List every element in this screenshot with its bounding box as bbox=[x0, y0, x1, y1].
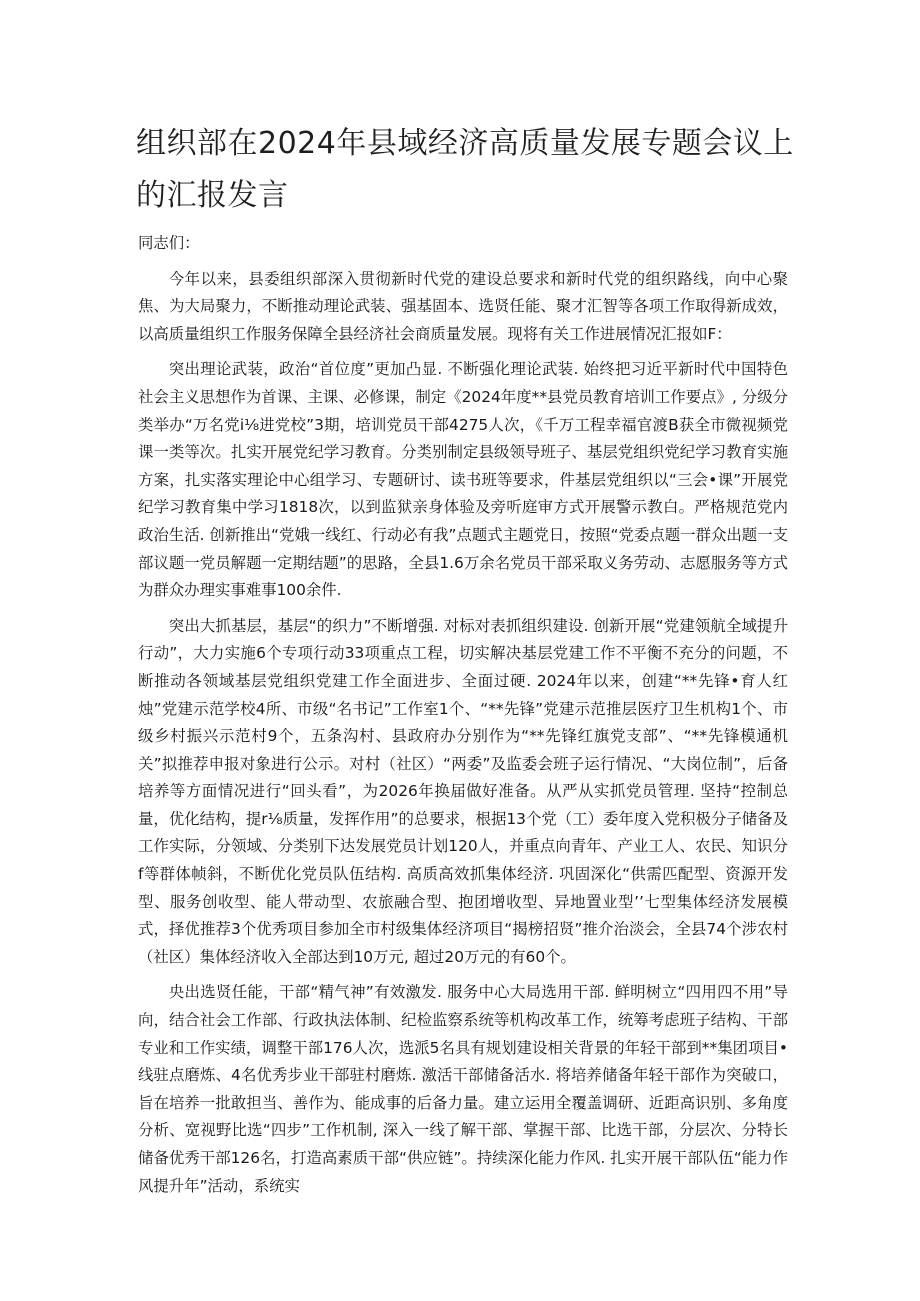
paragraph-intro: 今年以来，县委组织部深入贯彻新时代党的建设总要求和新时代党的组织路线，向中心聚焦、为大局聚力，不断推动理论武装、强基固本、选贤任能、聚才汇智等各项工作取得新成效，以高质量组织工作服务保障全县经济社会商质量发展。现将有关工作进展情况汇报如F： bbox=[138, 269, 788, 343]
paragraph-theory: 突出理论武装，政治“首位度”更加凸显. 不断强化理论武装. 始终把习近平新时代中国特色社会主义思想作为首课、主课、必修课，制定《2024年度**县党员教育培训工作要点》, 分级分类举办“万名党i⅛进党校”3期，培训党员干部4275人次，《千万工程幸福官渡B获全市微视频党课一类等次。扎实开展党纪学习教育。分类别制定县级领导班子、基层党组织党纪学习教育实施方案，扎实落实理论中心组学习、专题研讨、读书班等要求，件基层党组织以“三会•课”开展党纪学习教育集中学习1818次，以到监狱亲身体验及旁听庭审方式开展警示教白。严格规范党内政治生活. 创新推出“党娥一线红、行动必有我”点题式主题党日，按照“党委点题一群众出题一支部议题一党员解题一定期结题”的思路，全县1.6万余名党员干部采取义务劳动、志愿服务等方式为群众办理实事难事100余件. bbox=[138, 360, 788, 600]
document-title: 组织部在2024年县域经济高质量发展专题会议上的汇报发言 bbox=[136, 126, 794, 213]
document-body bbox=[138, 230, 788, 1208]
paragraph-grassroots: 突出大抓基层，基层“的织力”不断增强. 对标对表抓组织建设. 创新开展“党建领航全域提升行动”，大力实施6个专项行动33项重点工程，切实解决基层党建工作不平衡不充分的问题，不断推动各领域基层党组织党建工作全面进步、全面过硬. 2024年以来，创建“**先锋•育人红烛”党建示范学校4所、市级“名书记”工作室1个、“**先锋”党建示范推层医疗卫生机构1个、市级乡村振兴示范村9个，五条沟村、县政府办分别作为“**先锋红旗党支部”、“**先锋模通机关”拟推荐申报对象进行公示。对村（社区）“两委”及监委会班子运行情况、“大岗位制”，后备培养等方面情况进行“回头看”，为2026年换届做好准备。从严从实抓党员管理. 坚持“控制总量，优化结构，提r⅛质量，发挥作用”的总要求，根据13个党（工）委年度入党积极分子储备及工作实际，分领域、分类别下达发展党员计划120人，并重点向青年、产业工人、农民、知识分f等群体帧斜，不断优化党员队伍结构. 高质高效抓集体经济. 巩固深化“供需匹配型、资源开发型、服务创收型、能人带动型、农旅融合型、抱团增收型、异地置业型’’七型集体经济发展模式，择优推荐3个优秀项目参加全市村级集体经济项目“揭榜招贤”推介治淡会，全县74个涉农村（社区）集体经济收入全部达到10万元, 超过20万元的有60个。 bbox=[138, 616, 788, 966]
greeting: 同志们： bbox=[138, 234, 200, 252]
paragraph-cadres: 央出选贤任能，干部“精气神”有效激发. 服务中心大局选用干部. 鲜明树立“四用四不用”导向，结合社会工作部、行政执法体制、纪检监察系统等机构改革工作，统筹考虑班子结构、干部专业和工作实绩，调整干部176人次，选派5名具有规划建设相关背景的年轻干部到**集团项目•线驻点磨炼、4名优秀步业干部驻村磨炼. 激活干部储备活水. 将培养储备年轻干部作为突破口，旨在培养一批敢担当、善作为、能成事的后备力量。建立运用全覆盖调研、近距高识别、多角度分析、宽视野比选“四步”工作机制, 深入一线了解干部、掌握干部、比选干部，分层次、分特长储备优秀干部126名，打造高素质干部“供应链”。持续深化能力作风. 扎实开展干部队伍“能力作风提升年”活动，系统实 bbox=[138, 983, 788, 1195]
